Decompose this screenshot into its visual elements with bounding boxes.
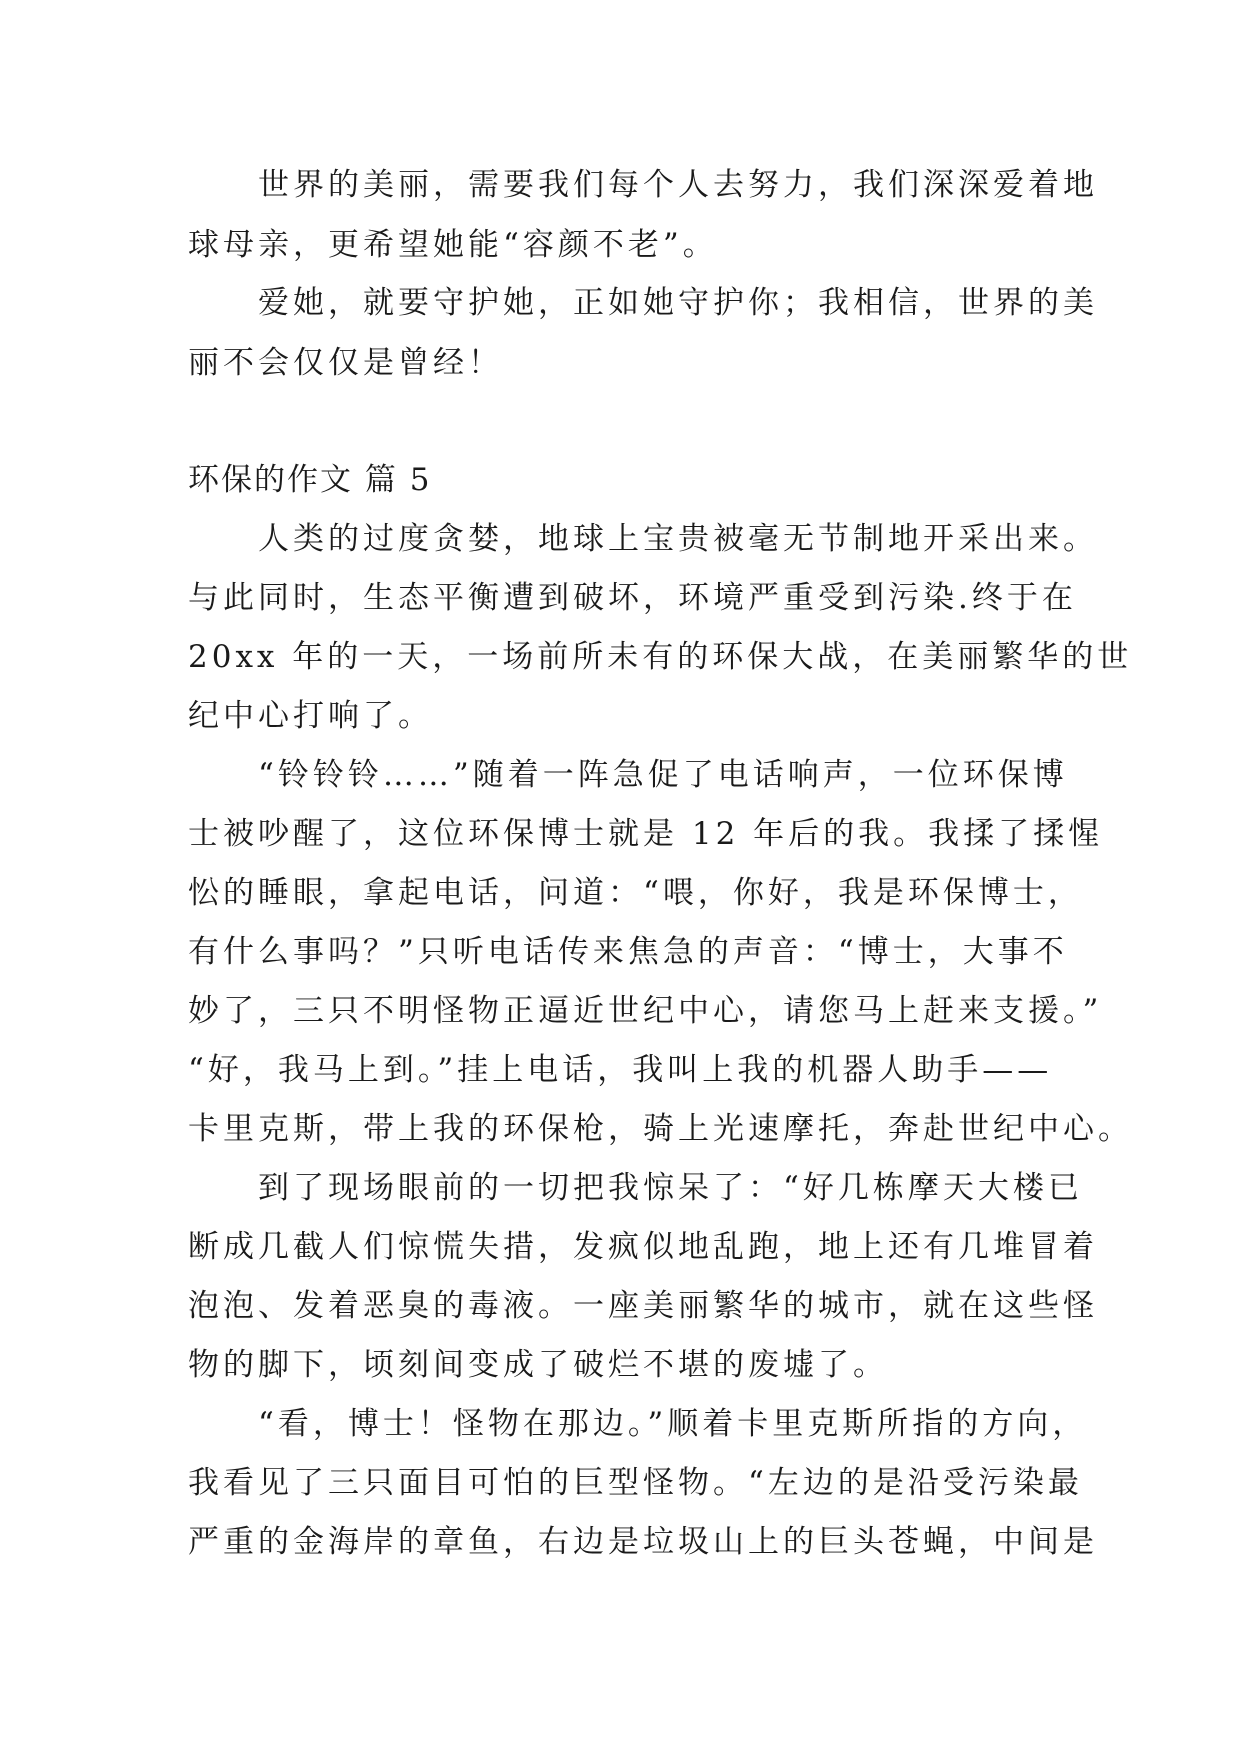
text-line: 妙了，三只不明怪物正逼近世纪中心，请您马上赶来支援。” bbox=[188, 993, 1103, 1029]
text-line: 世界的美丽，需要我们每个人去努力，我们深深爱着地 bbox=[258, 167, 1098, 203]
text-line: “看，博士！怪物在那边。”顺着卡里克斯所指的方向， bbox=[258, 1406, 1088, 1442]
text-line: 严重的金海岸的章鱼，右边是垃圾山上的巨头苍蝇，中间是 bbox=[188, 1524, 1098, 1560]
text-line: 士被吵醒了，这位环保博士就是 12 年后的我。我揉了揉惺 bbox=[188, 816, 1104, 852]
text-line: 卡里克斯，带上我的环保枪，骑上光速摩托，奔赴世纪中心。 bbox=[188, 1111, 1133, 1147]
text-line: 忪的睡眼，拿起电话，问道：“喂，你好，我是环保博士， bbox=[188, 875, 1083, 911]
text-line: 物的脚下，顷刻间变成了破烂不堪的废墟了。 bbox=[188, 1347, 888, 1383]
text-line: 我看见了三只面目可怕的巨型怪物。“左边的是沿受污染最 bbox=[188, 1465, 1083, 1501]
text-line: 泡泡、发着恶臭的毒液。一座美丽繁华的城市，就在这些怪 bbox=[188, 1288, 1098, 1324]
text-line: 到了现场眼前的一切把我惊呆了：“好几栋摩天大楼已 bbox=[258, 1170, 1083, 1206]
text-line: 丽不会仅仅是曾经！ bbox=[188, 345, 503, 381]
text-line: 人类的过度贪婪，地球上宝贵被毫无节制地开采出来。 bbox=[258, 521, 1098, 557]
text-line: 纪中心打响了。 bbox=[188, 698, 433, 734]
section-heading: 环保的作文 篇 5 bbox=[188, 462, 432, 498]
text-line: 有什么事吗？”只听电话传来焦急的声音：“博士，大事不 bbox=[188, 934, 1068, 970]
text-line: 20xx 年的一天，一场前所未有的环保大战，在美丽繁华的世 bbox=[188, 639, 1133, 675]
text-line: 断成几截人们惊慌失措，发疯似地乱跑，地上还有几堆冒着 bbox=[188, 1229, 1098, 1265]
text-line: “好，我马上到。”挂上电话，我叫上我的机器人助手—— bbox=[188, 1052, 1053, 1088]
text-line: 与此同时，生态平衡遭到破坏，环境严重受到污染.终于在 bbox=[188, 580, 1077, 616]
text-line: 爱她，就要守护她，正如她守护你；我相信，世界的美 bbox=[258, 285, 1098, 321]
text-line: 球母亲，更希望她能“容颜不老”。 bbox=[188, 227, 718, 263]
text-line: “铃铃铃……”随着一阵急促了电话响声，一位环保博 bbox=[258, 757, 1068, 793]
